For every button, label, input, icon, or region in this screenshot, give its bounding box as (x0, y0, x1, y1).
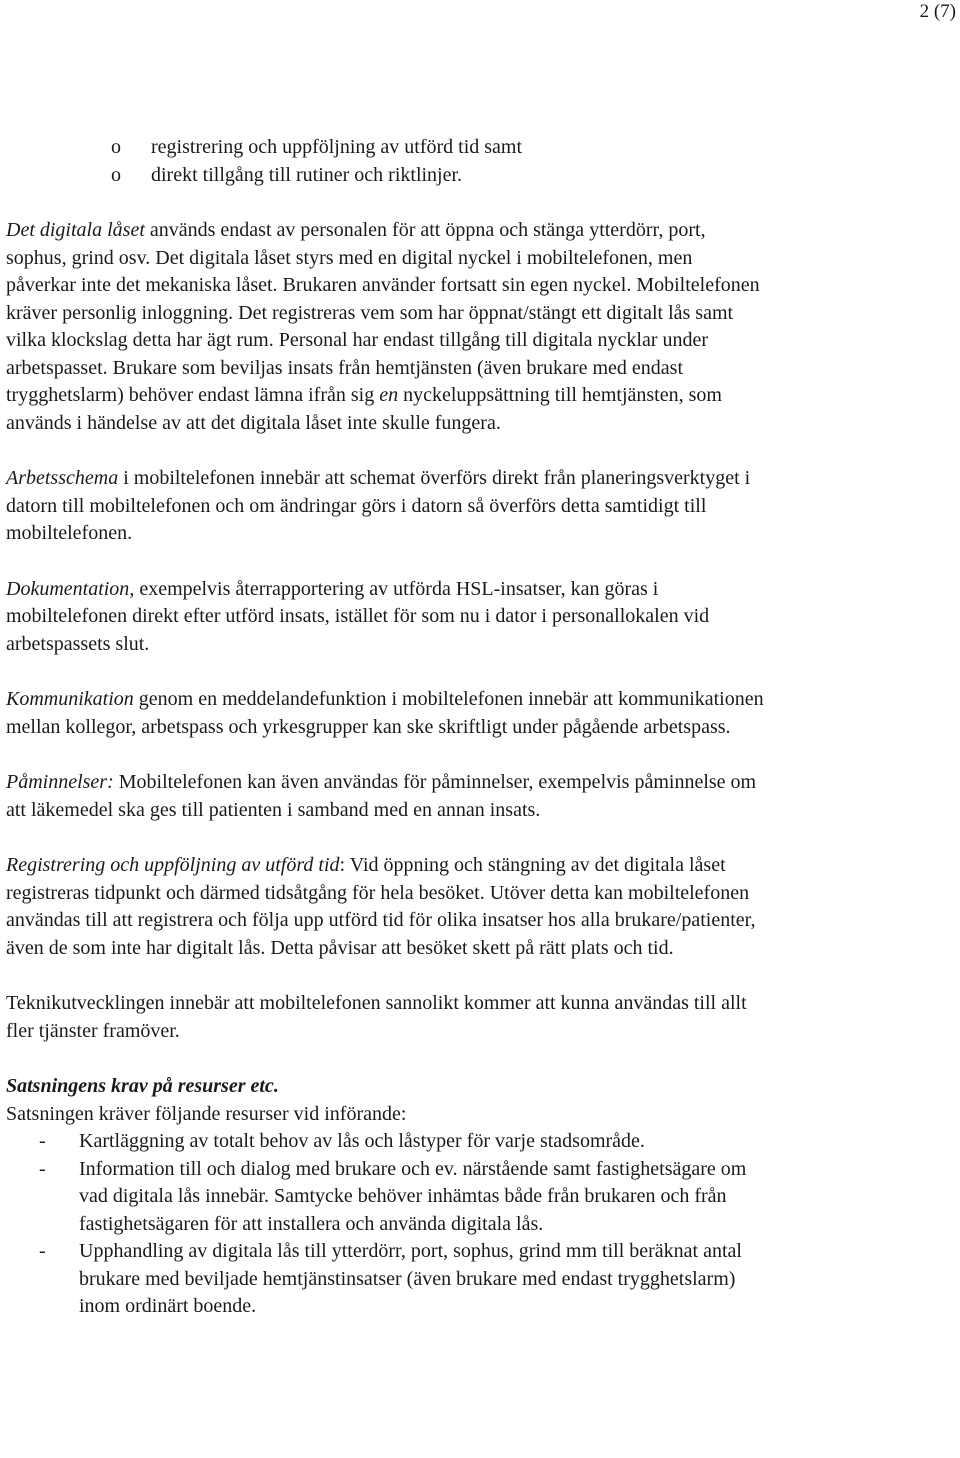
list-dash: - (39, 1130, 46, 1152)
paragraph-kommunikation (6, 686, 766, 741)
term-digitala-laset: Det digitala låset (6, 219, 145, 241)
paragraph-paminnelser (6, 769, 766, 824)
paragraph-text: nyckeluppsättning till hemtjänsten, som används i händelse av att det digitala låset inte skulle fungera. (6, 384, 722, 434)
list-item-text: Kartläggning av totalt behov av lås och låstyper för varje stadsområde. (79, 1130, 645, 1152)
paragraph-dokumentation (6, 576, 766, 659)
term-paminnelser: Påminnelser: (6, 771, 114, 793)
term-dokumentation: Dokumentation (6, 577, 130, 600)
resources-intro: Satsningen kräver följande resurser vid införande: (6, 1102, 407, 1125)
paragraph-text: genom en meddelandefunktion i mobiltelefonen innebär att kommunikationen mellan kollegor, arbetspass och yrkesgrupper kan ske skriftligt under pågående arbetspass. (6, 688, 764, 738)
list-item (6, 134, 766, 162)
paragraph-text: : Vid öppning och stängning av det digitala låset registreras tidpunkt och därmed tidsåtgång för hela besöket. Utöver detta kan mobiltelefonen användas till att registrera och följa upp utförd tid för olika insatser hos alla brukare/patienter, även de som inte har digitalt lås. Detta påvisar att besöket skett på rätt plats och tid. (6, 854, 756, 959)
term-arbetsschema: Arbetsschema (6, 467, 119, 489)
list-item-text: direkt tillgång till rutiner och riktlinjer. (151, 163, 463, 186)
list-item-text: Information till och dialog med brukare och ev. närstående samt fastighetsägare om vad digitala lås innebär. Samtycke behöver inhämtas både från brukaren och från fastighetsägaren för att installera och använda digitala lås. (79, 1157, 747, 1235)
term-registrering: Registrering och uppföljning av utförd tid (6, 854, 340, 876)
list-item (6, 1156, 766, 1239)
term-kommunikation: Kommunikation (6, 688, 134, 710)
list-item-text: Upphandling av digitala lås till ytterdörr, port, sophus, grind mm till beräknat antal brukare med beviljade hemtjänstinsatser (även brukare med endast trygghetslarm) inom ordinärt boende. (79, 1240, 742, 1317)
list-dash: - (39, 1157, 46, 1180)
paragraph-text: , exempelvis återrapportering av utförda HSL-insatser, kan göras i mobiltelefonen direkt efter utförd insats, istället för som nu i dator i personallokalen vid arbetspassets slut. (6, 577, 710, 655)
list-item (6, 1238, 766, 1321)
paragraph-registrering (6, 852, 766, 962)
paragraph-teknik: Teknikutvecklingen innebär att mobiltelefonen sannolikt kommer att kunna användas till allt fler tjänster framöver. (6, 992, 747, 1042)
paragraph-text: i mobiltelefonen innebär att schemat överförs direkt från planeringsverktyget i datorn till mobiltelefonen och om ändringar görs i datorn så överförs detta samtidigt till mobiltelefonen. (6, 467, 751, 544)
page-number: 2 (7) (919, 1, 956, 22)
list-bullet: o (111, 136, 121, 158)
intro-list (6, 134, 766, 189)
document-body (6, 134, 766, 1321)
list-dash: - (39, 1240, 46, 1262)
paragraph-digitala-laset (6, 217, 766, 437)
section-heading-resurser: Satsningens krav på resurser etc. (6, 1075, 279, 1097)
list-item (6, 162, 766, 190)
emphasis-en: en (379, 384, 399, 406)
paragraph-arbetsschema (6, 465, 766, 548)
list-item-text: registrering och uppföljning av utförd tid samt (151, 136, 523, 158)
list-item (6, 1128, 766, 1156)
list-bullet: o (111, 163, 121, 186)
paragraph-text: används endast av personalen för att öppna och stänga ytterdörr, port, sophus, grind osv. Det digitala låset styrs med en digital nyckel i mobiltelefonen, men påverkar inte det mekaniska låset. Brukaren använder fortsatt sin egen nyckel. Mobiltelefonen kräver personlig inloggning. Det registreras vem som har öppnat/stängt ett digitalt lås samt vilka klockslag detta har ägt rum. Personal har endast tillgång till digitala nycklar under arbetspasset. Brukare som beviljas insats från hemtjänsten (även brukare med endast trygghetslarm) behöver endast lämna ifrån sig (6, 219, 760, 406)
paragraph-text: Mobiltelefonen kan även användas för påminnelser, exempelvis påminnelse om att läkemedel ska ges till patienten i samband med en annan insats. (6, 771, 757, 821)
resources-list (6, 1128, 766, 1321)
